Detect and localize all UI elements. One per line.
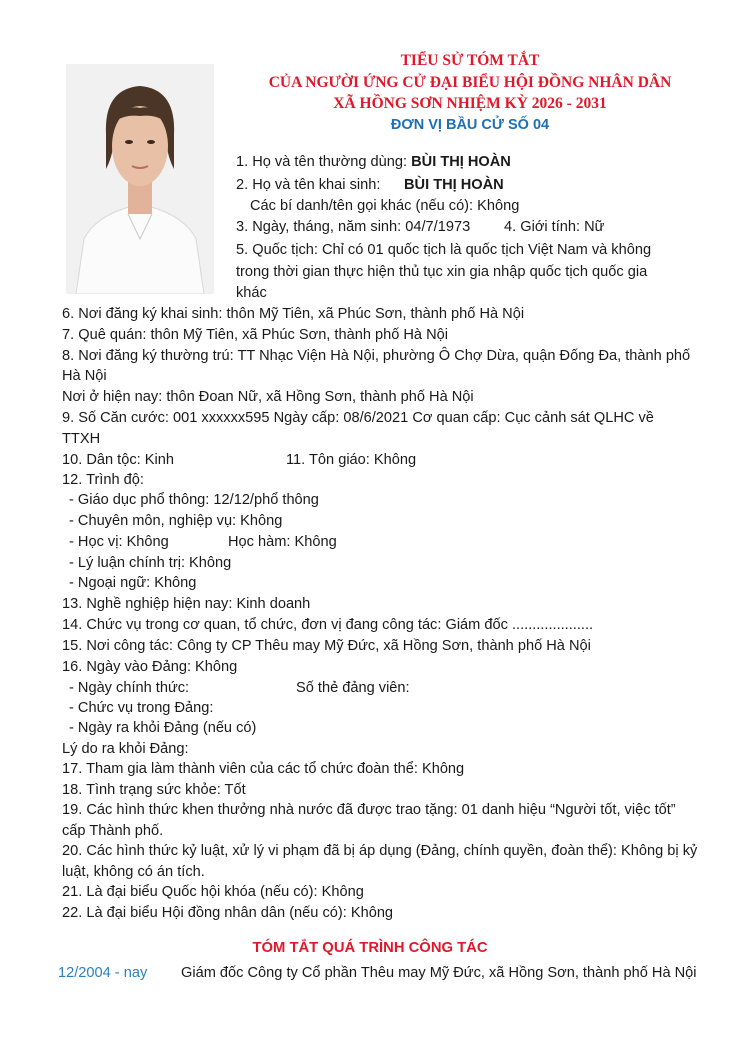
field-occupation: 13. Nghề nghiệp hiện nay: Kinh doanh (62, 596, 311, 612)
field-awards-2: cấp Thành phố. (62, 823, 164, 839)
field-residence-2: Hà Nội (62, 368, 107, 384)
field-party-official: - Ngày chính thức: (69, 680, 190, 696)
field-birth-name-value: BÙI THỊ HOÀN (404, 177, 504, 193)
career-period: 12/2004 - nay (58, 965, 148, 981)
field-health: 18. Tình trạng sức khỏe: Tốt (62, 782, 246, 798)
electoral-unit: ĐƠN VỊ BẦU CỬ SỐ 04 (390, 117, 550, 133)
field-party-join: 16. Ngày vào Đảng: Không (62, 659, 238, 675)
field-residence-1: 8. Nơi đăng ký thường trú: TT Nhạc Viện Hà Nội, phường Ô Chợ Dừa, quận Đống Đa, thành phố (62, 348, 691, 364)
field-education: 12. Trình độ: (62, 472, 144, 488)
field-discipline-2: luật, không có án tích. (62, 864, 205, 880)
field-organizations: 17. Tham gia làm thành viên của các tổ chức đoàn thể: Không (62, 761, 465, 777)
field-edu-language: - Ngoại ngữ: Không (69, 575, 197, 591)
field-gender: 4. Giới tính: Nữ (504, 219, 605, 235)
field-edu-political: - Lý luận chính trị: Không (69, 555, 232, 571)
field-nationality-2: trong thời gian thực hiện thủ tục xin gia nhập quốc tịch quốc gia (236, 264, 648, 280)
field-discipline-1: 20. Các hình thức kỷ luật, xử lý vi phạm đã bị áp dụng (Đảng, chính quyền, đoàn thể): Không bị kỷ (62, 843, 698, 859)
field-birthplace: 6. Nơi đăng ký khai sinh: thôn Mỹ Tiên, xã Phúc Sơn, thành phố Hà Nội (62, 306, 525, 322)
field-position: 14. Chức vụ trong cơ quan, tổ chức, đơn vị đang công tác: Giám đốc .................... (62, 617, 594, 633)
field-id-2: TTXH (62, 431, 101, 447)
field-dob: 3. Ngày, tháng, năm sinh: 04/7/1973 (236, 219, 471, 235)
doc-title-line2: CỦA NGƯỜI ỨNG CỬ ĐẠI BIỂU HỘI ĐỒNG NHÂN DÂN (268, 74, 672, 91)
career-description: Giám đốc Công ty Cổ phần Thêu may Mỹ Đức, xã Hồng Sơn, thành phố Hà Nội (181, 965, 697, 981)
field-edu-general: - Giáo dục phổ thông: 12/12/phổ thông (69, 492, 319, 508)
field-religion: 11. Tôn giáo: Không (286, 452, 417, 468)
field-common-name: 1. Họ và tên thường dùng: BÙI THỊ HOÀN (236, 154, 511, 170)
field-party-card: Số thẻ đảng viên: (296, 680, 410, 696)
field-workplace: 15. Nơi công tác: Công ty CP Thêu may Mỹ Đức, xã Hồng Sơn, thành phố Hà Nội (62, 638, 591, 654)
field-edu-title: Học hàm: Không (228, 534, 337, 550)
field-party-leave: - Ngày ra khỏi Đảng (nếu có) (69, 720, 257, 736)
doc-title-line1: TIỂU SỬ TÓM TẮT (400, 52, 540, 69)
field-id-1: 9. Số Căn cước: 001 xxxxxx595 Ngày cấp: 08/6/2021 Cơ quan cấp: Cục cảnh sát QLHC về (62, 410, 654, 426)
field-national-assembly: 21. Là đại biểu Quốc hội khóa (nếu có): Không (62, 884, 364, 900)
field-ethnicity: 10. Dân tộc: Kinh (62, 452, 174, 468)
candidate-portrait (66, 64, 214, 294)
field-peoples-council: 22. Là đại biểu Hội đồng nhân dân (nếu có): Không (62, 905, 394, 921)
field-party-reason: Lý do ra khỏi Đảng: (62, 741, 189, 757)
field-party-role: - Chức vụ trong Đảng: (69, 700, 214, 716)
field-current-address: Nơi ở hiện nay: thôn Đoan Nữ, xã Hồng Sơn, thành phố Hà Nội (62, 389, 474, 405)
field-edu-degree: - Học vị: Không (69, 534, 169, 550)
doc-title-line3: XÃ HỒNG SƠN NHIỆM KỲ 2026 - 2031 (333, 95, 607, 112)
field-aliases: Các bí danh/tên gọi khác (nếu có): Không (250, 198, 520, 214)
field-hometown: 7. Quê quán: thôn Mỹ Tiên, xã Phúc Sơn, thành phố Hà Nội (62, 327, 449, 343)
career-summary-heading: TÓM TẮT QUÁ TRÌNH CÔNG TÁC (252, 940, 488, 956)
field-edu-professional: - Chuyên môn, nghiệp vụ: Không (69, 513, 283, 529)
field-nationality-3: khác (236, 285, 267, 301)
field-birth-name-label: 2. Họ và tên khai sinh: (236, 177, 381, 193)
field-awards-1: 19. Các hình thức khen thưởng nhà nước đã được trao tặng: 01 danh hiệu “Người tốt, việc tốt” (62, 802, 676, 818)
field-nationality-1: 5. Quốc tịch: Chỉ có 01 quốc tịch là quốc tịch Việt Nam và không (236, 242, 652, 258)
